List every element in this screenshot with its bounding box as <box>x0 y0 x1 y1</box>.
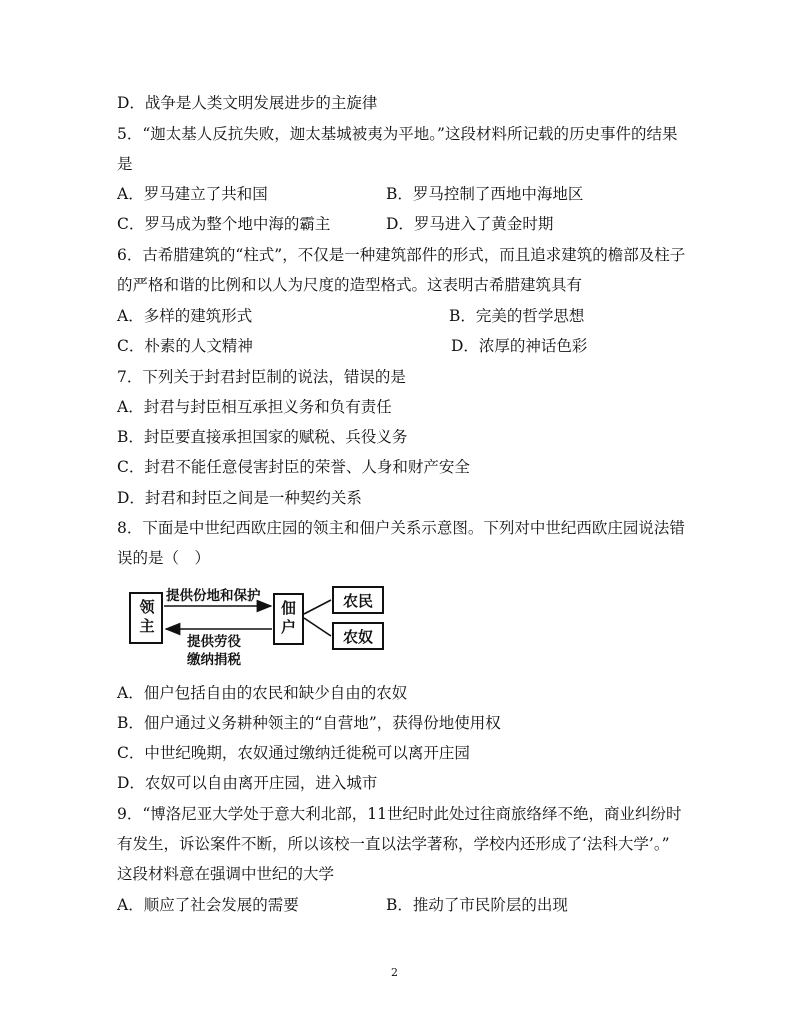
q6-stem-line1: 6．古希腊建筑的“柱式”，不仅是一种建筑部件的形式，而且追求建筑的檐部及柱子 <box>117 246 686 264</box>
lord-label <box>137 599 156 637</box>
q9-option-a: A．顺应了社会发展的需要 <box>117 896 299 914</box>
tenant-label: 佃户 <box>279 600 297 638</box>
branch-line-serf <box>304 618 331 636</box>
q9-stem-line2: 有发生，诉讼案件不断，所以该校一直以法学著称，学校内还形成了‘法科大学’。” <box>117 835 670 853</box>
q7-option-b: B．封臣要直接承担国家的赋税、兵役义务 <box>117 428 408 446</box>
q5-stem-line2: 是 <box>117 155 133 173</box>
q7-option-d: D．封君和封臣之间是一种契约关系 <box>117 489 362 507</box>
q6-option-c: C．朴素的人文精神 <box>117 337 253 355</box>
q8-stem-line1: 8．下面是中世纪西欧庄园的领主和佃户关系示意图。下列对中世纪西欧庄园说法错 <box>117 519 685 537</box>
q5-option-d: D．罗马进入了黄金时期 <box>386 215 554 233</box>
q6-option-d: D．浓厚的神话色彩 <box>451 337 588 355</box>
q7-option-c: C．封君不能任意侵害封臣的荣誉、人身和财产安全 <box>117 458 470 476</box>
page-number: 2 <box>391 966 398 979</box>
serf-box <box>332 622 384 650</box>
q7-stem: 7．下列关于封君封臣制的说法，错误的是 <box>117 368 406 386</box>
peasant-box <box>332 586 384 614</box>
q7-option-a: A．封君与封臣相互承担义务和负有责任 <box>117 398 392 416</box>
arrow-bottom-label-2: 缴纳捐税 <box>187 652 241 668</box>
lord-label-text: 领主 <box>137 599 156 637</box>
q5-option-a: A．罗马建立了共和国 <box>117 185 268 203</box>
q9-stem-line3: 这段材料意在强调中世纪的大学 <box>117 865 335 883</box>
peasant-label: 农民 <box>342 591 373 610</box>
q8-option-d: D．农奴可以自由离开庄园，进入城市 <box>117 774 378 792</box>
q6-option-b: B．完美的哲学思想 <box>449 307 585 325</box>
q5-option-c: C．罗马成为整个地中海的霸主 <box>117 215 331 233</box>
q8-option-a: A．佃户包括自由的农民和缺少自由的农奴 <box>117 684 408 702</box>
q8-option-b: B．佃户通过义务耕种领主的“自营地”，获得份地使用权 <box>117 714 501 732</box>
q6-stem-line2: 的严格和谐的比例和以人为尺度的造型格式。这表明古希腊建筑具有 <box>117 276 583 294</box>
q8-stem-line2: 误的是（ ） <box>117 549 211 567</box>
tenant-box <box>273 593 304 645</box>
q9-stem-line1: 9．“博洛尼亚大学处于意大利北部，11世纪时此处过往商旅络绎不绝，商业纠纷时 <box>117 805 682 823</box>
q6-option-a: A．多样的建筑形式 <box>117 307 253 325</box>
q5-option-b: B．罗马控制了西地中海地区 <box>386 185 584 203</box>
q4-option-d: D．战争是人类文明发展进步的主旋律 <box>117 94 378 112</box>
serf-label: 农奴 <box>342 627 373 646</box>
branch-line-peasant <box>304 600 331 614</box>
q5-stem-line1: 5．“迦太基人反抗失败，迦太基城被夷为平地。”这段材料所记载的历史事件的结果 <box>117 125 678 143</box>
q8-option-c: C．中世纪晚期，农奴通过缴纳迁徙税可以离开庄园 <box>117 744 470 762</box>
arrow-bottom-label-1: 提供劳役 <box>187 634 241 650</box>
lord-box <box>129 592 163 644</box>
arrow-top-label: 提供份地和保护 <box>166 588 261 604</box>
q9-option-b: B．推动了市民阶层的出现 <box>386 896 568 914</box>
